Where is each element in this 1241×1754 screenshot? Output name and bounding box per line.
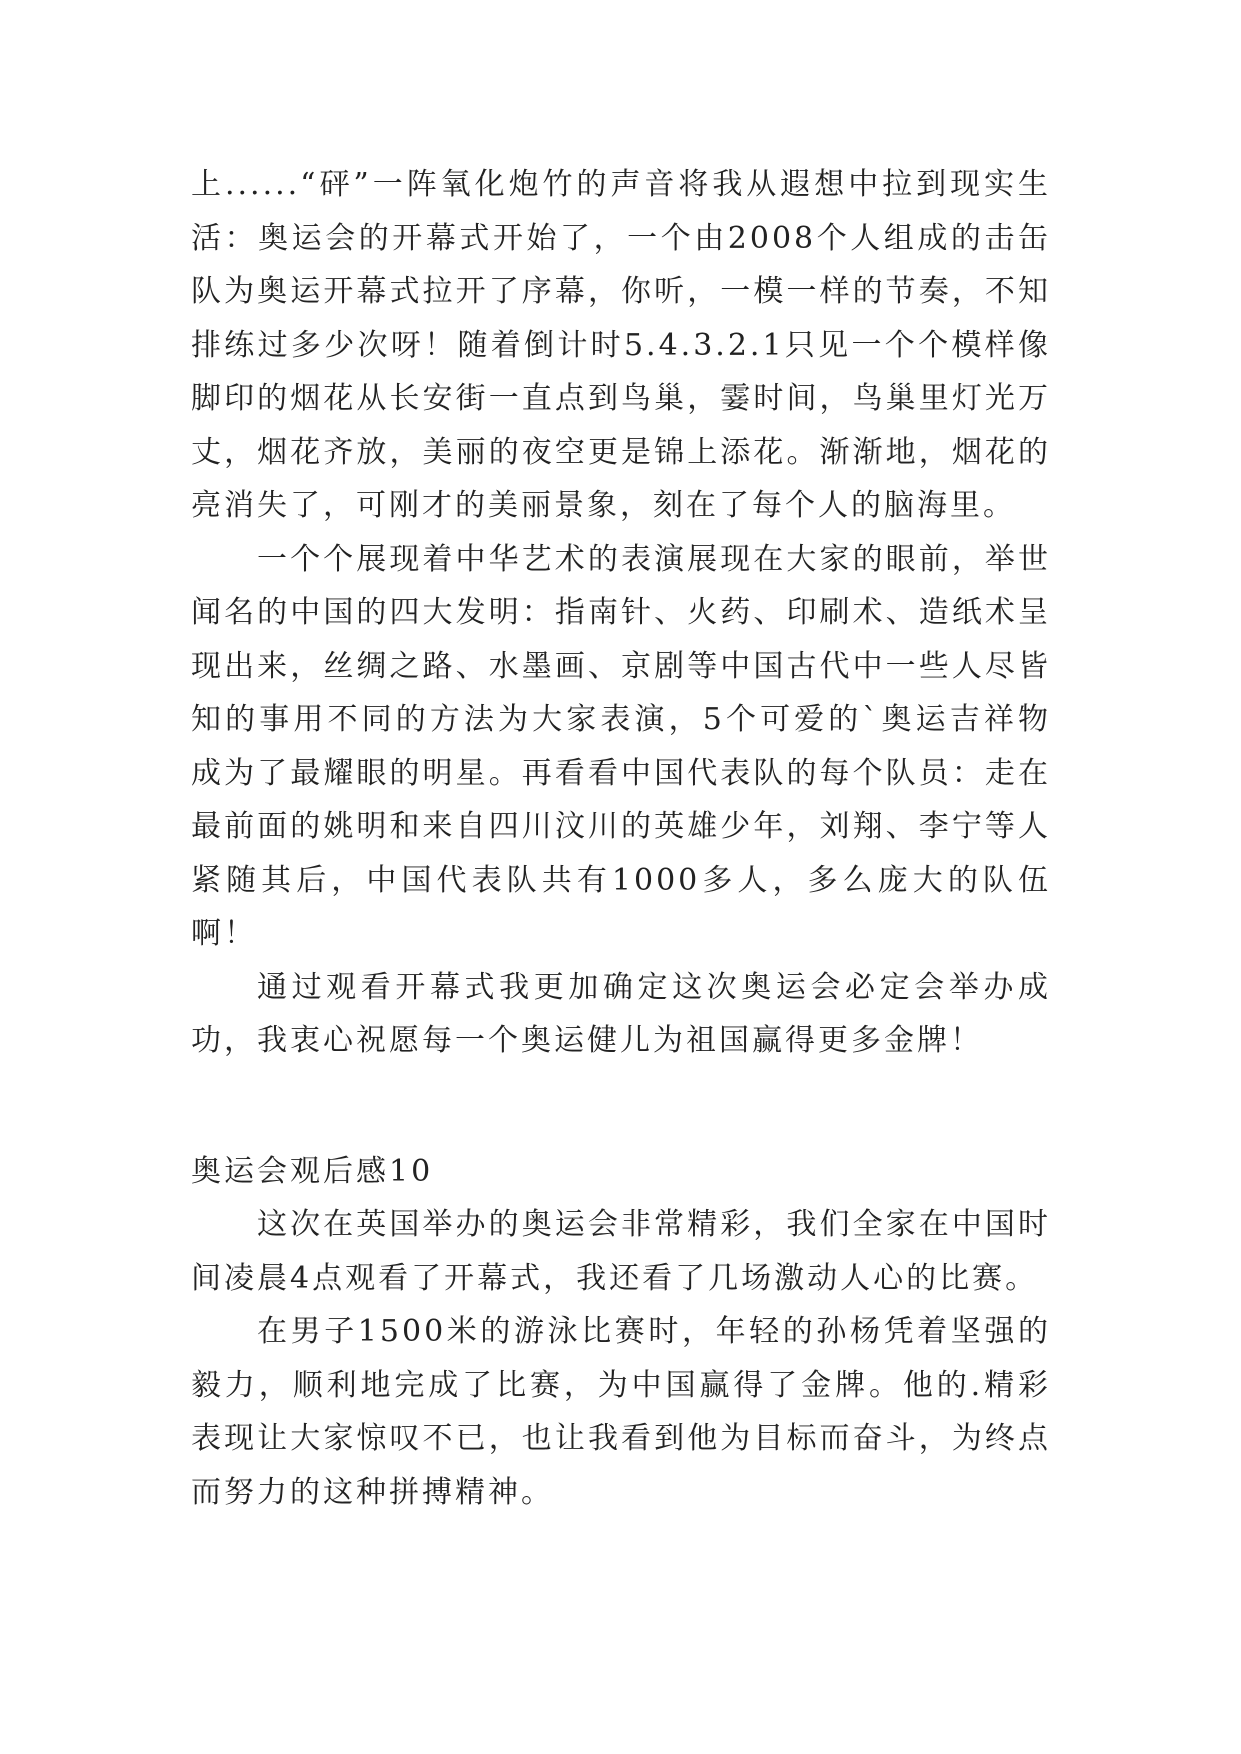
paragraph: 这次在英国举办的奥运会非常精彩，我们全家在中国时间凌晨4点观看了开幕式，我还看了几场激动人心的比赛。 (191, 1207, 1051, 1296)
section-2-body (191, 1198, 1051, 1519)
section-heading: 奥运会观后感10 (191, 1154, 434, 1189)
paragraph: 在男子1500米的游泳比赛时，年轻的孙杨凭着坚强的毅力，顺利地完成了比赛，为中国赢得了金牌。他的.精彩表现让大家惊叹不已，也让我看到他为目标而奋斗，为终点而努力的这种拼搏精神。 (191, 1314, 1051, 1510)
paragraph: 一个个展现着中华艺术的表演展现在大家的眼前，举世闻名的中国的四大发明：指南针、火药、印刷术、造纸术呈现出来，丝绸之路、水墨画、京剧等中国古代中一些人尽皆知的事用不同的方法为大家表演，5个可爱的`奥运吉祥物成为了最耀眼的明星。再看看中国代表队的每个队员：走在最前面的姚明和来自四川汶川的英雄少年，刘翔、李宁等人紧随其后，中国代表队共有1000多人，多么庞大的队伍啊！ (191, 541, 1051, 951)
paragraph: 上......“砰”一阵氧化炮竹的声音将我从遐想中拉到现实生活：奥运会的开幕式开始了，一个由2008个人组成的击缶队为奥运开幕式拉开了序幕，你听，一模一样的节奏，不知排练过多少次呀！随着倒计时5.4.3.2.1只见一个个模样像脚印的烟花从长安街一直点到鸟巢，霎时间，鸟巢里灯光万丈，烟花齐放，美丽的夜空更是锦上添花。渐渐地，烟花的亮消失了，可刚才的美丽景象，刻在了每个人的脑海里。 (191, 167, 1051, 523)
paragraph: 通过观看开幕式我更加确定这次奥运会必定会举办成功，我衷心祝愿每一个奥运健儿为祖国赢得更多金牌！ (191, 969, 1051, 1058)
section-1-body (191, 158, 1051, 1068)
